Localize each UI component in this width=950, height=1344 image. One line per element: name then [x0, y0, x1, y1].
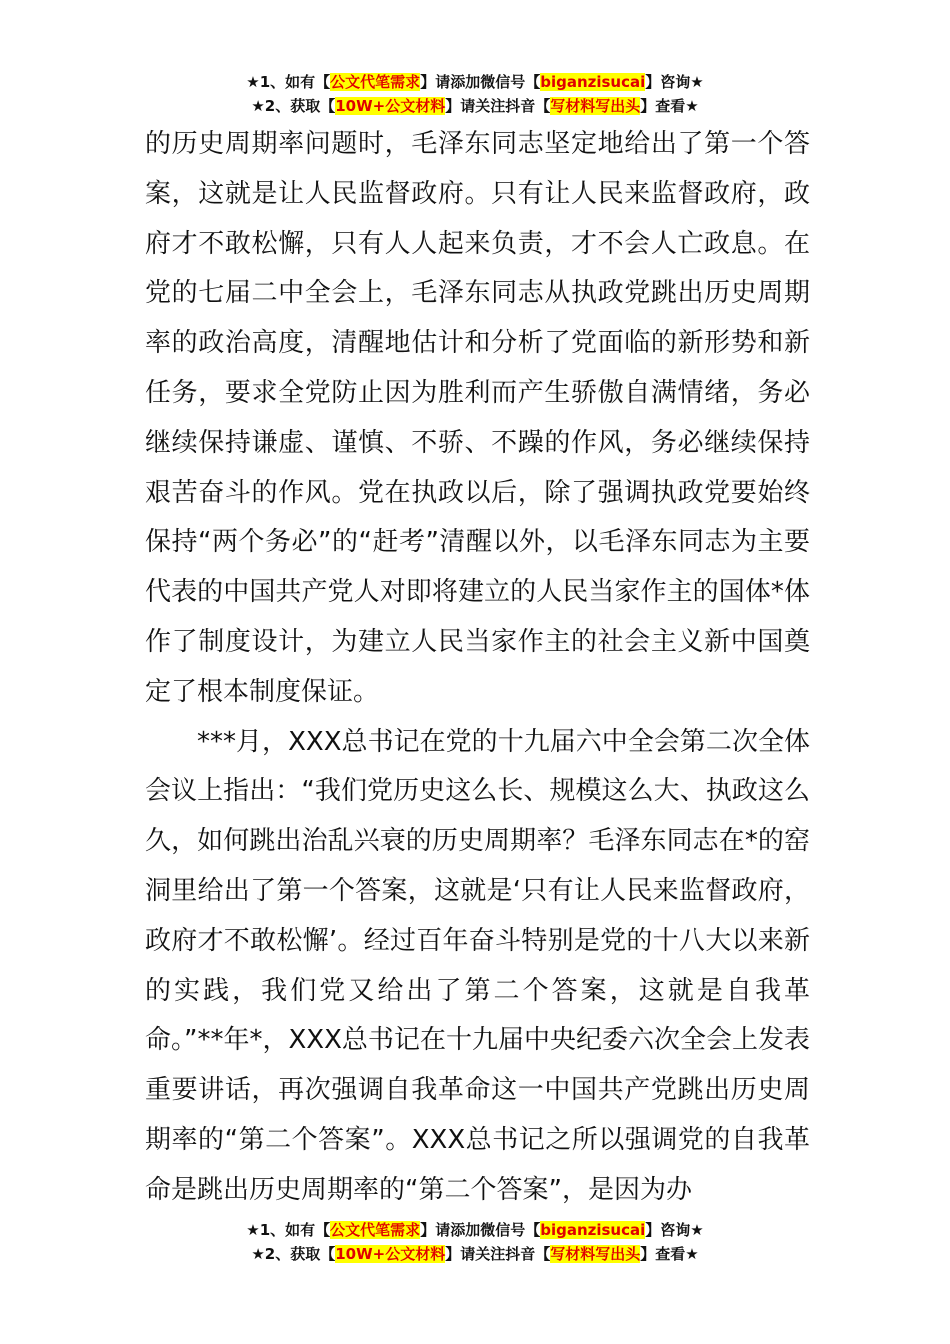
- promo-highlight-materials: 10W+公文材料: [335, 97, 446, 115]
- paragraph: ***月，XXX总书记在党的十九届六中全会第二次全体会议上指出：“我们党历史这么长、规模这么大、执政这么久，如何跳出治乱兴衰的历史周期率？毛泽东同志在*的窑洞里给出了第一个答案，这就是‘只有让人民来监督政府，政府才不敢松懈’。经过百年奋斗特别是党的十八大以来新的实践，我们党又给出了第二个答案，这就是自我革命。”**年*，XXX总书记在十九届中央纪委六次全会上发表重要讲话，再次强调自我革命这一中国共产党跳出历史周期率的“第二个答案”。XXX总书记之所以强调党的自我革命是跳出历史周期率的“第二个答案”，是因为办: [145, 726, 810, 1205]
- promo-line-2: ★2、获取【10W+公文材料】请关注抖音【写材料写出头】查看★: [251, 1245, 699, 1263]
- promo-highlight-douyin: 写材料写出头: [550, 97, 641, 115]
- document-body: [145, 120, 810, 1216]
- promo-line-1: ★1、如有【公文代笔需求】请添加微信号【biganzisucai】咨询★: [246, 73, 704, 91]
- promo-highlight-wechat-id: biganzisucai: [540, 73, 646, 91]
- promo-highlight-service: 公文代笔需求: [330, 1221, 421, 1239]
- promo-line-2: ★2、获取【10W+公文材料】请关注抖音【写材料写出头】查看★: [251, 97, 699, 115]
- header-promo-banner: [0, 70, 950, 118]
- footer-promo-banner: [0, 1218, 950, 1266]
- paragraph-continued: 的历史周期率问题时，毛泽东同志坚定地给出了第一个答案，这就是让人民监督政府。只有让人民来监督政府，政府才不敢松懈，只有人人起来负责，才不会人亡政息。在党的七届二中全会上，毛泽东同志从执政党跳出历史周期率的政治高度，清醒地估计和分析了党面临的新形势和新任务，要求全党防止因为胜利而产生骄傲自满情绪，务必继续保持谦虚、谨慎、不骄、不躁的作风，务必继续保持艰苦奋斗的作风。党在执政以后，除了强调执政党要始终保持“两个务必”的“赶考”清醒以外，以毛泽东同志为主要代表的中国共产党人对即将建立的人民当家作主的国体*体作了制度设计，为建立人民当家作主的社会主义新中国奠定了根本制度保证。: [145, 129, 810, 707]
- promo-highlight-wechat-id: biganzisucai: [540, 1221, 646, 1239]
- promo-line-1: ★1、如有【公文代笔需求】请添加微信号【biganzisucai】咨询★: [246, 1221, 704, 1239]
- promo-highlight-douyin: 写材料写出头: [550, 1245, 641, 1263]
- promo-highlight-materials: 10W+公文材料: [335, 1245, 446, 1263]
- promo-highlight-service: 公文代笔需求: [330, 73, 421, 91]
